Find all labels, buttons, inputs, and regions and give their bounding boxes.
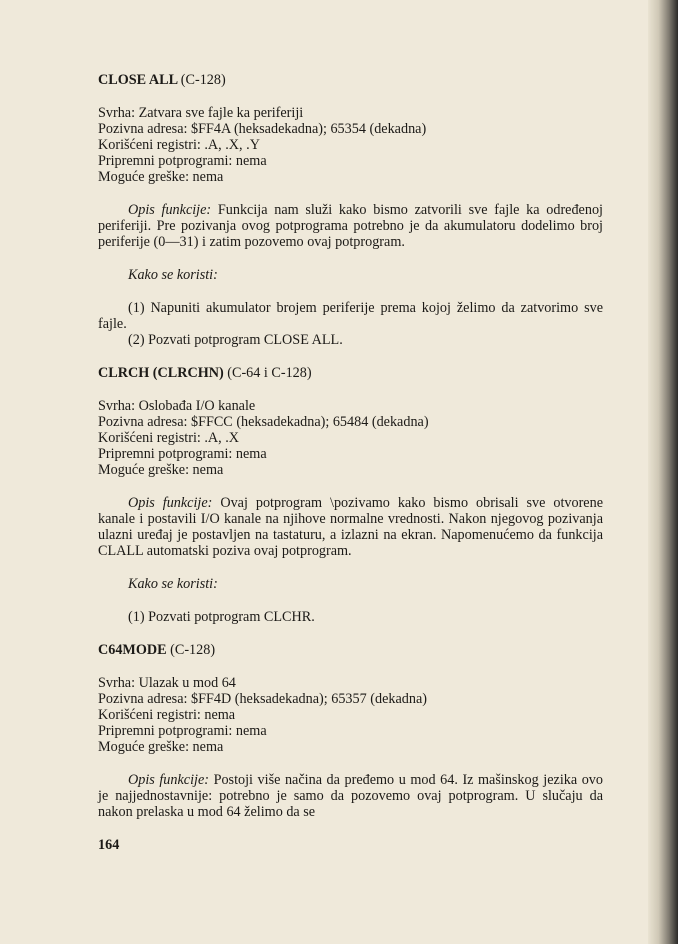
errors-line: Moguće greške: nema <box>98 462 224 478</box>
usage-heading: Kako se koristi: <box>128 267 218 283</box>
description-label: Opis funkcije: <box>128 495 213 511</box>
description <box>98 202 603 250</box>
description-label: Opis funkcije: <box>128 772 209 788</box>
registers-line: Korišćeni registri: nema <box>98 707 236 723</box>
prep-line: Pripremni potprogrami: nema <box>98 723 267 739</box>
text-column <box>98 72 603 820</box>
prep-line: Pripremni potprogrami: nema <box>98 153 267 169</box>
usage-step: (2) Pozvati potprogram CLOSE ALL. <box>128 332 343 348</box>
address-line: Pozivna adresa: $FFCC (heksadekadna); 65484 (dekadna) <box>98 414 429 430</box>
description-text: Funkcija nam služi kako bismo zatvorili sve fajle ka određenoj periferiji. Pre pozivanja ovog potprograma potrebno je da akumulatoru dodelimo broj periferije (0—31) i zatim pozovemo ovaj potprogram. <box>98 202 603 250</box>
routine-name: CLRCH (CLRCHN) <box>98 365 224 381</box>
routine-platform: (C-64 i C-128) <box>227 365 312 381</box>
prep-line: Pripremni potprogrami: nema <box>98 446 267 462</box>
errors-line: Moguće greške: nema <box>98 739 224 755</box>
description-text: Ovaj potprogram \pozivamo kako bismo obrisali sve otvorene kanale i postavili I/O kanale na njihove normalne vrednosti. Nakon njegovog pozivanja ulazni uređaj je postavljen na tastaturu, a izlazni na ekran. Napomenućemo da funkcija CLALL automatski poziva ovaj potprogram. <box>98 495 603 559</box>
address-line: Pozivna adresa: $FF4A (heksadekadna); 65354 (dekadna) <box>98 121 427 137</box>
purpose-line: Svrha: Ulazak u mod 64 <box>98 675 236 691</box>
description <box>98 495 603 559</box>
routine-name: CLOSE ALL <box>98 72 178 88</box>
book-spine-shadow <box>648 0 678 944</box>
address-line: Pozivna adresa: $FF4D (heksadekadna); 65357 (dekadna) <box>98 691 427 707</box>
entry-heading <box>98 642 603 658</box>
routine-platform: (C-128) <box>180 72 226 88</box>
routine-name: C64MODE <box>98 642 167 658</box>
routine-meta <box>98 105 603 185</box>
errors-line: Moguće greške: nema <box>98 169 224 185</box>
description-text: Postoji više načina da pređemo u mod 64. Iz mašinskog jezika ovo je najjednostavnije: potrebno je samo da pozovemo ovaj potprogram. U slučaju da nakon prelaska u mod 64 želimo da se <box>98 772 603 820</box>
routine-meta <box>98 675 603 755</box>
entry-close-all <box>98 72 603 348</box>
description-label: Opis funkcije: <box>128 202 212 218</box>
usage-step: (1) Napuniti akumulator brojem periferije prema kojoj želimo da zatvorimo sve fajle. <box>98 300 603 332</box>
purpose-line: Svrha: Zatvara sve fajle ka periferiji <box>98 105 304 121</box>
entry-clrch <box>98 365 603 625</box>
purpose-line: Svrha: Oslobađa I/O kanale <box>98 398 256 414</box>
page-number: 164 <box>98 837 120 853</box>
registers-line: Korišćeni registri: .A, .X <box>98 430 240 446</box>
description <box>98 772 603 820</box>
registers-line: Korišćeni registri: .A, .X, .Y <box>98 137 260 153</box>
entry-heading <box>98 72 603 88</box>
entry-heading <box>98 365 603 381</box>
routine-meta <box>98 398 603 478</box>
routine-platform: (C-128) <box>170 642 216 658</box>
entry-c64mode <box>98 642 603 820</box>
usage-heading: Kako se koristi: <box>128 576 218 592</box>
usage-step: (1) Pozvati potprogram CLCHR. <box>128 609 315 625</box>
